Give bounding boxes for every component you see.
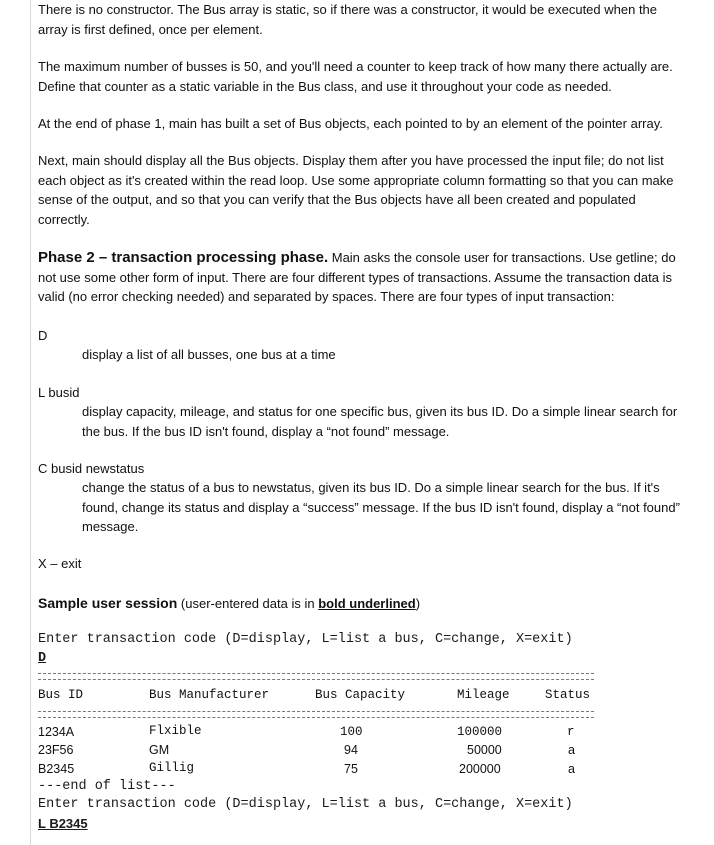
end-of-list: ---end of list--- <box>38 779 176 794</box>
paragraph-display-busses: Next, main should display all the Bus objects. Display them after you have processed the input file; do not list each object as it's created within the read loop. Use some appropriate column formatting so that you can make sense of the output, and so that you can verify that the Bus objects have all been created and populated correctly. <box>38 153 674 227</box>
row-1-manufacturer: Flxible <box>149 724 202 738</box>
phase2-body: Main asks the console user for transactions. Use getline; do not use some other form of input. There are four different types of transactions. Assume the transaction data is valid (no error checking needed) and separated by spaces. There are four types of input transaction: <box>38 250 676 304</box>
paragraph-constructor: There is no constructor. The Bus array is static, so if there was a constructor, it would be executed when the array is first defined, once per element. <box>38 2 658 37</box>
phase2-title: Phase 2 – transaction processing phase. <box>38 249 329 266</box>
sample-title: Sample user session <box>38 595 178 611</box>
transaction-x-code: X – exit <box>38 556 82 571</box>
user-input-1: D <box>38 651 47 666</box>
row-2-capacity: 94 <box>344 743 358 757</box>
row-1-status: r <box>567 725 575 739</box>
paragraph-end-phase1: At the end of phase 1, main has built a set of Bus objects, each pointed to by an element of the pointer array. <box>38 116 663 131</box>
row-3-capacity: 75 <box>344 762 358 776</box>
row-3-mileage: 200000 <box>459 762 501 776</box>
paragraph-phase2 <box>38 248 688 307</box>
row-3-bus-id: B2345 <box>38 762 75 776</box>
paragraph-max-busses: The maximum number of busses is 50, and you'll need a counter to keep track of how many there actually are. Define that counter as a static variable in the Bus class, and use it throughout your code as needed. <box>38 59 673 94</box>
header-bus-manufacturer: Bus Manufacturer <box>149 688 270 702</box>
transaction-c-code: C busid newstatus <box>38 461 145 476</box>
sample-note-prefix: (user-entered data is in <box>177 596 319 611</box>
user-input-2: L B2345 <box>38 816 88 831</box>
transaction-d-code: D <box>38 328 48 343</box>
row-3-status: a <box>568 762 575 776</box>
header-status: Status <box>545 688 591 702</box>
page-margin-line <box>30 0 31 845</box>
transaction-c-desc: change the status of a bus to newstatus, given its bus ID. Do a simple linear search for the bus. If it's found, change its status and display a “success” message. If the bus ID isn't found, display a “not found” message. <box>82 480 680 534</box>
table-rule-top <box>38 673 594 680</box>
header-mileage: Mileage <box>457 688 510 702</box>
row-1-mileage: 100000 <box>457 725 503 739</box>
row-2-status: a <box>568 743 575 757</box>
row-2-manufacturer: GM <box>149 743 170 757</box>
row-1-bus-id: 1234A <box>38 725 75 739</box>
header-bus-capacity: Bus Capacity <box>315 688 406 702</box>
transaction-l-code: L busid <box>38 385 80 400</box>
row-1-capacity: 100 <box>340 725 363 739</box>
row-2-mileage: 50000 <box>467 743 502 757</box>
sample-session-heading <box>38 594 688 614</box>
row-3-manufacturer: Gillig <box>149 761 195 775</box>
sample-note-suffix: ) <box>415 596 421 611</box>
sample-note-emph: bold underlined <box>318 596 416 611</box>
prompt-line-1: Enter transaction code (D=display, L=list a bus, C=change, X=exit) <box>38 632 573 647</box>
prompt-line-2: Enter transaction code (D=display, L=list a bus, C=change, X=exit) <box>38 797 573 812</box>
header-bus-id: Bus ID <box>38 688 84 702</box>
row-2-bus-id: 23F56 <box>38 743 74 757</box>
transaction-l-desc: display capacity, mileage, and status for one specific bus, given its bus ID. Do a simple linear search for the bus. If the bus ID isn't found, display a “not found” message. <box>82 404 678 439</box>
table-rule-bottom <box>38 711 594 718</box>
transaction-d-desc: display a list of all busses, one bus at a time <box>82 347 336 362</box>
